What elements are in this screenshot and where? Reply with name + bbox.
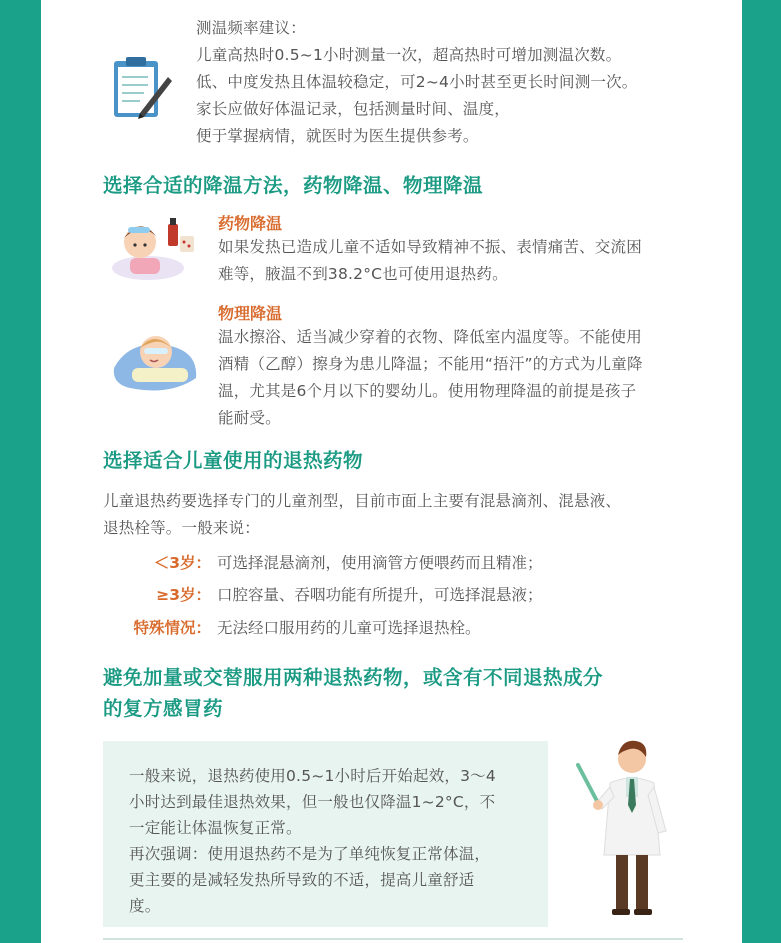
drug-cooling-line: 难等，腋温不到38.2°C也可使用退热药。 [218, 265, 508, 283]
note-line: 一定能让体温恢复正常。 [129, 819, 302, 837]
section-heading-cooling: 选择合适的降温方法，药物降温、物理降温 [103, 174, 484, 197]
note-line: 一般来说，退热药使用0.5~1小时后开始起效，3～4 [129, 767, 496, 785]
freq-line: 低、中度发热且体温较稳定，可2~4小时甚至更长时间测一次。 [196, 73, 638, 91]
sick-child-medicine-illustration [108, 210, 198, 285]
medicine-item-text: 口腔容量、吞咽功能有所提升，可选择混悬液； [217, 586, 543, 604]
medicine-item [103, 615, 481, 641]
section-heading-avoid: 避免加量或交替服用两种退热药物，或含有不同退热成分 [103, 666, 604, 689]
freq-line: 家长应做好体温记录，包括测量时间、温度， [196, 100, 511, 118]
drug-cooling-line: 如果发热已造成儿童不适如导致精神不振、表情痛苦、交流困 [218, 238, 642, 256]
medicine-item-key: 特殊情况： [133, 619, 211, 637]
note-line: 小时达到最佳退热效果，但一般也仅降温1~2°C，不 [129, 793, 496, 811]
note-line: 度。 [129, 897, 161, 915]
freq-line: 儿童高热时0.5~1小时测量一次，超高热时可增加测温次数。 [196, 46, 622, 64]
note-box [103, 741, 548, 927]
drug-cooling-title: 药物降温 [218, 214, 283, 233]
note-line: 更主要的是减轻发热所导致的不适，提高儿童舒适 [129, 871, 475, 889]
bottom-divider [103, 938, 683, 940]
physical-cooling-line: 温水擦浴、适当减少穿着的衣物、降低室内温度等。不能使用 [218, 328, 642, 346]
medicine-item-key: ≥3岁： [156, 586, 211, 604]
physical-cooling-line: 温，尤其是6个月以下的婴幼儿。使用物理降温的前提是孩子 [218, 382, 637, 400]
medicine-intro-line: 儿童退热药要选择专门的儿童剂型，目前市面上主要有混悬滴剂、混悬液、 [103, 492, 622, 510]
medicine-intro-line: 退热栓等。一般来说： [103, 519, 261, 537]
sleeping-child-illustration [110, 318, 202, 396]
medicine-item [103, 550, 543, 576]
physical-cooling-line: 能耐受。 [218, 409, 281, 427]
medicine-item-text: 可选择混悬滴剂，使用滴管方便喂药而且精准； [217, 554, 543, 572]
freq-title: 测温频率建议： [196, 19, 306, 37]
medicine-item-text: 无法经口服用药的儿童可选择退热栓。 [217, 619, 481, 637]
doctor-illustration [570, 735, 680, 920]
medicine-item-key: ＜3岁： [153, 554, 211, 572]
note-line: 再次强调：使用退热药不是为了单纯恢复正常体温， [129, 845, 491, 863]
clipboard-pen-icon [108, 55, 174, 123]
medicine-item [103, 582, 543, 608]
physical-cooling-title: 物理降温 [218, 304, 283, 323]
section-heading-avoid: 的复方感冒药 [103, 697, 224, 720]
freq-line: 便于掌握病情，就医时为医生提供参考。 [196, 127, 479, 145]
physical-cooling-line: 酒精（乙醇）擦身为患儿降温；不能用“捂汗”的方式为儿童降 [218, 355, 643, 373]
section-heading-medicine: 选择适合儿童使用的退热药物 [103, 449, 364, 472]
